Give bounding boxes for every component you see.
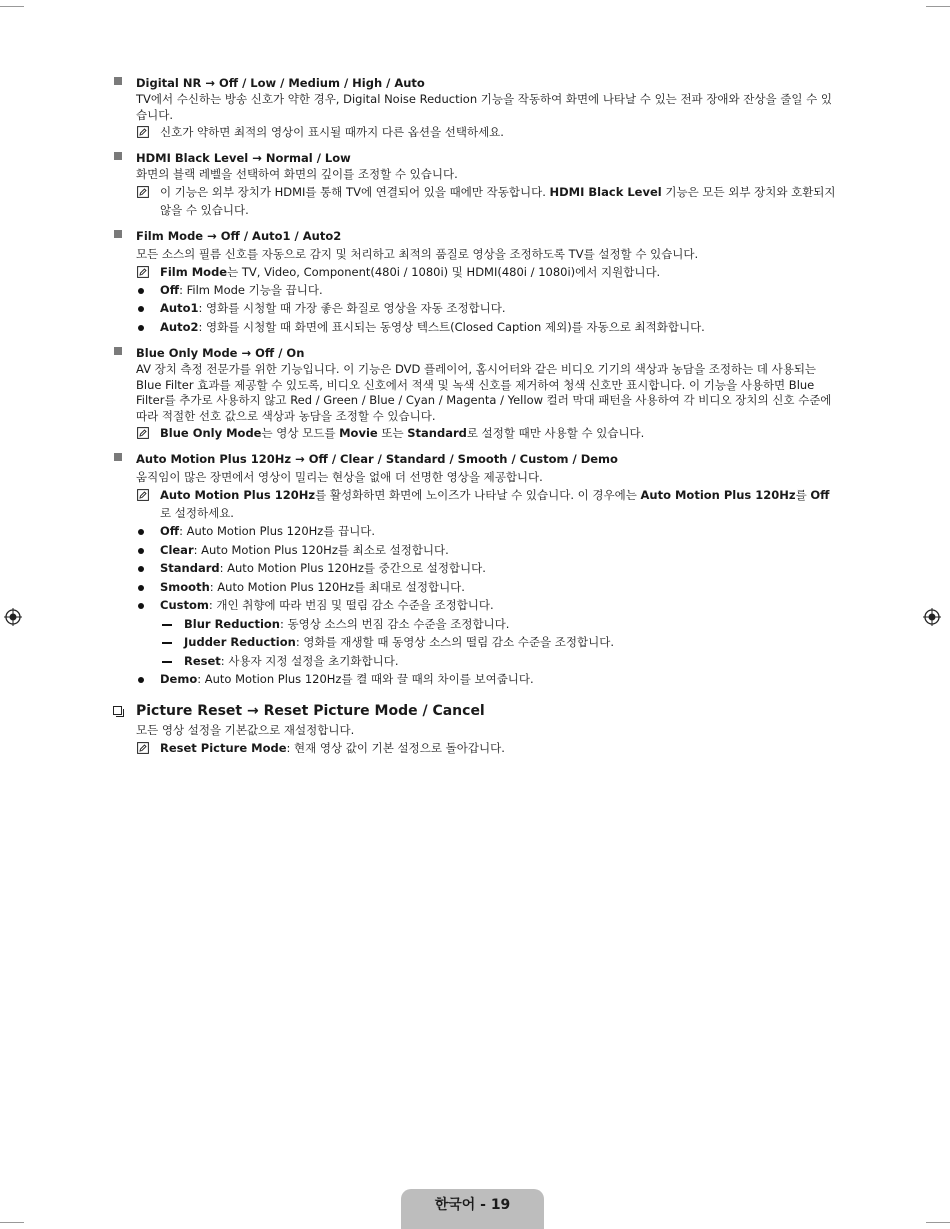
- item-description: 화면의 블랙 레벨을 선택하여 화면의 깊이를 조정할 수 있습니다.: [136, 167, 458, 181]
- dash-bullet-icon: [162, 642, 172, 644]
- note-keyword: Film Mode: [160, 264, 228, 279]
- item-title: Digital NR → Off / Low / Medium / High / Auto: [136, 76, 425, 90]
- note-pencil-icon: [137, 266, 149, 278]
- note-keyword: Blue Only Mode: [160, 426, 262, 440]
- option-key: Blur Reduction: [184, 616, 280, 631]
- list-item: [136, 522, 838, 541]
- square-bullet-icon: [114, 347, 122, 355]
- bullet-dot-icon: [138, 325, 144, 331]
- note-keyword: Movie: [339, 426, 378, 440]
- list-item: [136, 559, 838, 578]
- note-pencil-icon: [137, 186, 149, 198]
- option-text: : 영화를 재생할 때 동영상 소스의 떨림 감소 수준을 조정합니다.: [295, 635, 614, 649]
- list-item: [136, 318, 838, 337]
- note-pencil-icon: [137, 427, 149, 439]
- note-text: 를 활성화하면 화면에 노이즈가 나타날 수 있습니다. 이 경우에는: [315, 488, 641, 502]
- note: [136, 123, 838, 141]
- item-title: Film Mode → Off / Auto1 / Auto2: [136, 228, 342, 243]
- option-key: Smooth: [160, 579, 210, 594]
- crop-mark: [0, 1222, 24, 1223]
- option-key: Reset: [184, 653, 221, 668]
- note-keyword: Auto Motion Plus 120Hz: [640, 488, 796, 502]
- note-keyword: Reset Picture Mode: [160, 740, 287, 755]
- crop-mark: [926, 1222, 950, 1223]
- sub-list-item: [136, 615, 838, 634]
- crop-mark: [0, 6, 24, 7]
- option-text: : Auto Motion Plus 120Hz를 최대로 설정합니다.: [209, 579, 465, 594]
- menu-item-blue-only-mode: [112, 344, 838, 442]
- dash-bullet-icon: [162, 661, 172, 663]
- note-pencil-icon: [137, 489, 149, 501]
- bullet-dot-icon: [138, 603, 144, 609]
- option-text: : Auto Motion Plus 120Hz를 끕니다.: [179, 524, 376, 538]
- sub-list-item: [136, 633, 838, 652]
- option-text: : 동영상 소스의 번짐 감소 수준을 조정합니다.: [280, 616, 510, 631]
- note-text: 를: [795, 488, 811, 502]
- checkbox-icon: [113, 706, 122, 715]
- note: [136, 486, 838, 522]
- note-text: 는 영상 모드를: [261, 426, 340, 440]
- list-item: [136, 596, 838, 615]
- option-text: : Auto Motion Plus 120Hz를 켤 때와 끌 때의 차이를 보여줍니다.: [197, 672, 534, 686]
- note-text: 기능은 모든 외부 장치와 호환되지 않을 수 있습니다.: [160, 184, 836, 217]
- bullet-dot-icon: [138, 548, 144, 554]
- menu-item-auto-motion-plus: [112, 450, 838, 689]
- list-item: [136, 281, 838, 300]
- option-text: : Film Mode 기능을 끕니다.: [179, 282, 323, 297]
- item-description: 모든 소스의 필름 신호를 자동으로 감지 및 처리하고 최적의 품질로 영상을 조정하도록 TV를 설정할 수 있습니다.: [136, 246, 699, 261]
- square-bullet-icon: [114, 152, 122, 160]
- option-key: Judder Reduction: [184, 635, 296, 649]
- note: [136, 263, 838, 281]
- option-key: Clear: [160, 542, 194, 557]
- note-keyword: Standard: [407, 426, 467, 440]
- note-text: 신호가 약하면 최적의 영상이 표시될 때까지 다른 옵션을 선택하세요.: [160, 125, 504, 139]
- note-keyword: Off: [810, 488, 830, 502]
- sub-list-item: [136, 652, 838, 671]
- note-text: 로 설정하세요.: [160, 506, 234, 520]
- option-text: : Auto Motion Plus 120Hz를 중간으로 설정합니다.: [219, 561, 486, 575]
- option-key: Off: [160, 524, 180, 538]
- square-bullet-icon: [114, 230, 122, 238]
- item-description: AV 장치 측정 전문가를 위한 기능입니다. 이 기능은 DVD 플레이어, 홈시어터와 같은 비디오 기기의 색상과 농담을 조정하는 데 사용되는 Blue Filter 효과를 제공할 수 있도록, 비디오 신호에서 적색 및 녹색 신호를 제거하여 청색 신호만 표시합니다. 이 기능을 사용하면 Blue Filter를 추가로 사용하지 않고 Red / Green / Blue / Cyan / Magenta / Yellow 컬러 막대 패턴을 사용하여 각 비디오 장치의 신호 수준에 따라 적절한 선호 값으로 색상과 농담을 조정할 수 있습니다.: [136, 362, 832, 423]
- option-text: : 개인 취향에 따라 번짐 및 떨림 감소 수준을 조정합니다.: [208, 598, 494, 612]
- option-text: : 사용자 지정 설정을 초기화합니다.: [220, 653, 399, 668]
- note-pencil-icon: [137, 126, 149, 138]
- list-item: [136, 299, 838, 318]
- page-number: 한국어 - 19: [434, 1197, 511, 1213]
- section-picture-reset: [112, 701, 838, 757]
- item-title: HDMI Black Level → Normal / Low: [136, 151, 351, 165]
- bullet-dot-icon: [138, 306, 144, 312]
- dash-bullet-icon: [162, 624, 172, 626]
- bullet-dot-icon: [138, 288, 144, 294]
- square-bullet-icon: [114, 453, 122, 461]
- option-key: Off: [160, 282, 180, 297]
- item-description: TV에서 수신하는 방송 신호가 약한 경우, Digital Noise Reduction 기능을 작동하여 화면에 나타날 수 있는 전파 장애와 잔상을 줄일 수 있습니다.: [136, 92, 833, 122]
- bullet-dot-icon: [138, 566, 144, 572]
- note: [136, 424, 838, 442]
- crop-mark: [926, 6, 950, 7]
- note-text: : 현재 영상 값이 기본 설정으로 돌아갑니다.: [286, 740, 505, 755]
- option-key: Auto2: [160, 319, 199, 334]
- option-key: Standard: [160, 561, 220, 575]
- note-keyword: Auto Motion Plus 120Hz: [160, 488, 316, 502]
- list-item: [136, 578, 838, 597]
- note-text: 이 기능은 외부 장치가 HDMI를 통해 TV에 연결되어 있을 때에만 작동합니다.: [160, 184, 550, 199]
- item-title: Blue Only Mode → Off / On: [136, 346, 305, 360]
- bullet-dot-icon: [138, 677, 144, 683]
- bullet-dot-icon: [138, 529, 144, 535]
- option-text: : 영화를 시청할 때 화면에 표시되는 동영상 텍스트(Closed Caption 제외)를 자동으로 최적화합니다.: [198, 319, 705, 334]
- note-text: 는 TV, Video, Component(480i / 1080i) 및 HDMI(480i / 1080i)에서 지원합니다.: [227, 264, 661, 279]
- option-key: Custom: [160, 598, 209, 612]
- bullet-dot-icon: [138, 585, 144, 591]
- note-text: 로 설정할 때만 사용할 수 있습니다.: [466, 426, 645, 440]
- note-keyword: HDMI Black Level: [549, 184, 662, 199]
- item-description: 움직임이 많은 장면에서 영상이 밀리는 현상을 없애 더 선명한 영상을 제공합니다.: [136, 470, 543, 484]
- option-key: Auto1: [160, 301, 199, 315]
- menu-item-digital-nr: [112, 74, 838, 141]
- menu-item-film-mode: [112, 227, 838, 337]
- item-title: Auto Motion Plus 120Hz → Off / Clear / Standard / Smooth / Custom / Demo: [136, 452, 618, 466]
- square-bullet-icon: [114, 77, 122, 85]
- note-text: 또는: [377, 426, 408, 440]
- list-item: [136, 670, 838, 689]
- option-key: Demo: [160, 672, 198, 686]
- option-text: : Auto Motion Plus 120Hz를 최소로 설정합니다.: [193, 542, 449, 557]
- note: [136, 739, 838, 757]
- section-description: 모든 영상 설정을 기본값으로 재설정합니다.: [136, 722, 355, 737]
- menu-item-hdmi-black-level: [112, 149, 838, 219]
- registration-mark-icon: [923, 608, 941, 626]
- registration-mark-icon: [4, 608, 22, 626]
- page-number-tab: [401, 1189, 544, 1229]
- option-text: : 영화를 시청할 때 가장 좋은 화질로 영상을 자동 조정합니다.: [198, 301, 506, 315]
- section-title: Picture Reset → Reset Picture Mode / Cancel: [136, 702, 485, 719]
- note: [136, 183, 838, 219]
- list-item: [136, 541, 838, 560]
- manual-content: [112, 74, 838, 757]
- note-pencil-icon: [137, 742, 149, 754]
